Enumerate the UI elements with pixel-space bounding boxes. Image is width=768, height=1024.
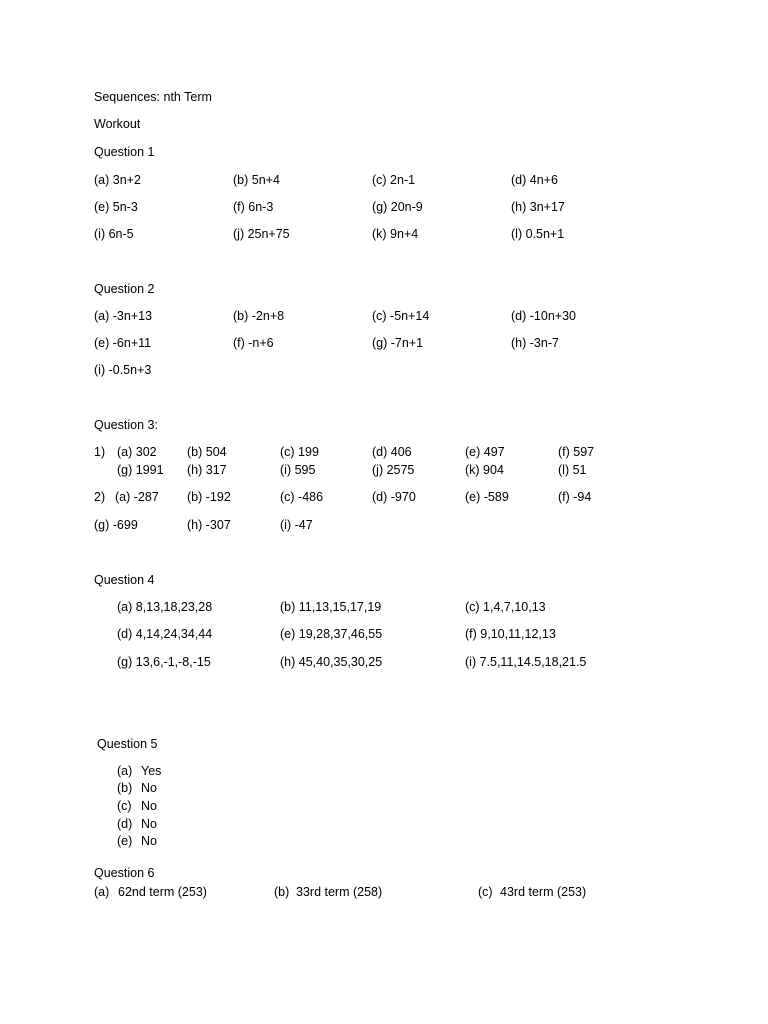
q5-value-c: No: [141, 799, 157, 813]
q1-answer-b: (b) 5n+4: [233, 173, 280, 187]
question-1-heading: Question 1: [94, 145, 155, 159]
q5-value-b: No: [141, 781, 157, 795]
q3-part1-answer-c: (c) 199: [280, 445, 319, 459]
q3-part1-answer-g: (g) 1991: [117, 463, 164, 477]
question-5-heading: Question 5: [97, 737, 158, 751]
q5-value-d: No: [141, 817, 157, 831]
q6-value-b: 33rd term (258): [296, 885, 383, 899]
q6-value-a: 62nd term (253): [118, 885, 207, 899]
q3-part1-answer-b: (b) 504: [187, 445, 227, 459]
q4-answer-i: (i) 7.5,11,14.5,18,21.5: [465, 655, 587, 669]
q6-label-b: (b): [274, 885, 290, 899]
q6-item-a: [94, 885, 207, 899]
q5-item-c: [117, 799, 157, 813]
q3-part1-answer-e: (e) 497: [465, 445, 505, 459]
q5-label-e: (e): [117, 834, 133, 848]
q1-answer-f: (f) 6n-3: [233, 200, 274, 214]
q1-answer-c: (c) 2n-1: [372, 173, 416, 187]
q3-part2-answer-e: (e) -589: [465, 490, 509, 504]
q6-label-a: (a): [94, 885, 110, 899]
q3-part2-answer-f: (f) -94: [558, 490, 592, 504]
q3-part1-answer-f: (f) 597: [558, 445, 595, 459]
q4-answer-b: (b) 11,13,15,17,19: [280, 600, 382, 614]
q2-answer-b: (b) -2n+8: [233, 309, 285, 323]
q1-answer-l: (l) 0.5n+1: [511, 227, 565, 241]
q3-part2-answer-g: (g) -699: [94, 518, 138, 532]
q3-part2-answer-d: (d) -970: [372, 490, 416, 504]
q1-answer-d: (d) 4n+6: [511, 173, 558, 187]
q6-label-c: (c): [478, 885, 493, 899]
q5-label-b: (b): [117, 781, 133, 795]
q5-value-a: Yes: [141, 764, 162, 778]
q2-answer-e: (e) -6n+11: [94, 336, 152, 350]
q3-part1-answer-k: (k) 904: [465, 463, 504, 477]
q3-part1-answer-h: (h) 317: [187, 463, 227, 477]
q1-answer-e: (e) 5n-3: [94, 200, 138, 214]
q3-part2-answer-h: (h) -307: [187, 518, 231, 532]
q3-part2-answer-i: (i) -47: [280, 518, 313, 532]
q2-answer-c: (c) -5n+14: [372, 309, 430, 323]
q2-answer-i: (i) -0.5n+3: [94, 363, 152, 377]
q5-item-e: [117, 834, 157, 848]
q4-answer-e: (e) 19,28,37,46,55: [280, 627, 383, 641]
q4-answer-c: (c) 1,4,7,10,13: [465, 600, 546, 614]
q3-part2-answer-a: (a) -287: [115, 490, 159, 504]
q3-part1-answer-j: (j) 2575: [372, 463, 415, 477]
q1-answer-g: (g) 20n-9: [372, 200, 423, 214]
question-4-heading: Question 4: [94, 573, 155, 587]
page-title: Sequences: nth Term: [94, 90, 212, 104]
q4-answer-f: (f) 9,10,11,12,13: [465, 627, 556, 641]
q1-answer-k: (k) 9n+4: [372, 227, 419, 241]
q5-label-a: (a): [117, 764, 133, 778]
question-3-heading: Question 3:: [94, 418, 158, 432]
q1-answer-h: (h) 3n+17: [511, 200, 565, 214]
q2-answer-g: (g) -7n+1: [372, 336, 424, 350]
q3-part1-number: 1): [94, 445, 106, 459]
q5-item-b: [117, 781, 157, 795]
q3-part1-answer-i: (i) 595: [280, 463, 316, 477]
q5-value-e: No: [141, 834, 157, 848]
question-2-heading: Question 2: [94, 282, 155, 296]
q3-part1-answer-l: (l) 51: [558, 463, 587, 477]
q3-part1-answer-d: (d) 406: [372, 445, 412, 459]
q5-item-a: [117, 764, 161, 778]
q6-item-b: [274, 885, 382, 899]
q3-part2-answer-c: (c) -486: [280, 490, 324, 504]
q3-part2-answer-b: (b) -192: [187, 490, 231, 504]
q2-answer-f: (f) -n+6: [233, 336, 274, 350]
q4-answer-g: (g) 13,6,-1,-8,-15: [117, 655, 211, 669]
page-subtitle: Workout: [94, 117, 141, 131]
q4-answer-h: (h) 45,40,35,30,25: [280, 655, 383, 669]
q3-part1-answer-a: (a) 302: [117, 445, 157, 459]
q1-answer-a: (a) 3n+2: [94, 173, 141, 187]
q5-label-c: (c): [117, 799, 132, 813]
q2-answer-h: (h) -3n-7: [511, 336, 559, 350]
q2-answer-d: (d) -10n+30: [511, 309, 576, 323]
q6-value-c: 43rd term (253): [500, 885, 587, 899]
q1-answer-i: (i) 6n-5: [94, 227, 134, 241]
q3-part2-number: 2): [94, 490, 106, 504]
q4-answer-d: (d) 4,14,24,34,44: [117, 627, 213, 641]
q2-answer-a: (a) -3n+13: [94, 309, 153, 323]
q1-answer-j: (j) 25n+75: [233, 227, 290, 241]
q5-item-d: [117, 817, 157, 831]
q5-label-d: (d): [117, 817, 133, 831]
q4-answer-a: (a) 8,13,18,23,28: [117, 600, 213, 614]
q6-item-c: [478, 885, 586, 899]
question-6-heading: Question 6: [94, 866, 155, 880]
